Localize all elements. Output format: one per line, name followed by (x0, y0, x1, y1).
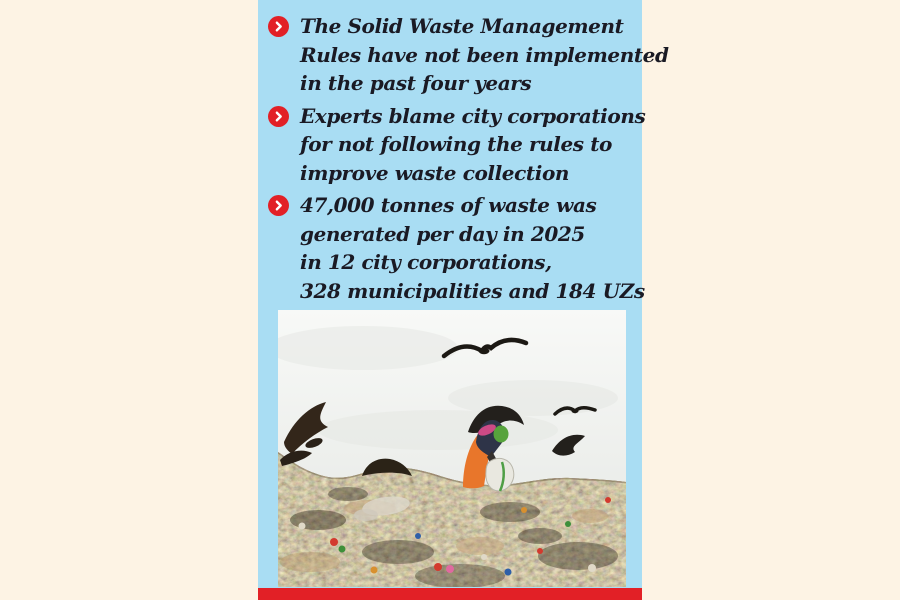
bullet-text-line: for not following the rules to (300, 132, 612, 156)
bullet-text-line: in the past four years (300, 71, 532, 95)
bullet-text-line: in 12 city corporations, (300, 250, 552, 274)
bullet-text-line: 328 municipalities and 184 UZs (300, 278, 645, 303)
bullet-text-line: improve waste collection (300, 160, 570, 185)
bullet-text (300, 191, 645, 305)
bottom-accent-bar (258, 588, 642, 600)
arrow-right-circle-icon (268, 16, 289, 37)
landfill-photo (278, 310, 626, 587)
bullet-item (268, 102, 646, 188)
bullet-text (300, 102, 645, 188)
arrow-right-circle-icon (268, 106, 289, 127)
bullet-text-line: generated per day in 2025 (300, 221, 585, 246)
bullet-text-line: 47,000 tonnes of waste was (300, 193, 597, 217)
bullet-item (268, 191, 645, 305)
white-sack (486, 458, 514, 491)
arrow-right-circle-icon (268, 195, 289, 216)
bullet-list (258, 0, 669, 309)
bullet-text-line: The Solid Waste Management (300, 14, 624, 38)
bullet-text-line: Rules have not been implemented (300, 42, 669, 67)
bullet-text (300, 12, 669, 98)
fact-panel (258, 0, 669, 600)
bullet-item (268, 12, 669, 98)
green-headscarf (494, 426, 509, 443)
bullet-text-line: Experts blame city corporations (300, 103, 646, 128)
